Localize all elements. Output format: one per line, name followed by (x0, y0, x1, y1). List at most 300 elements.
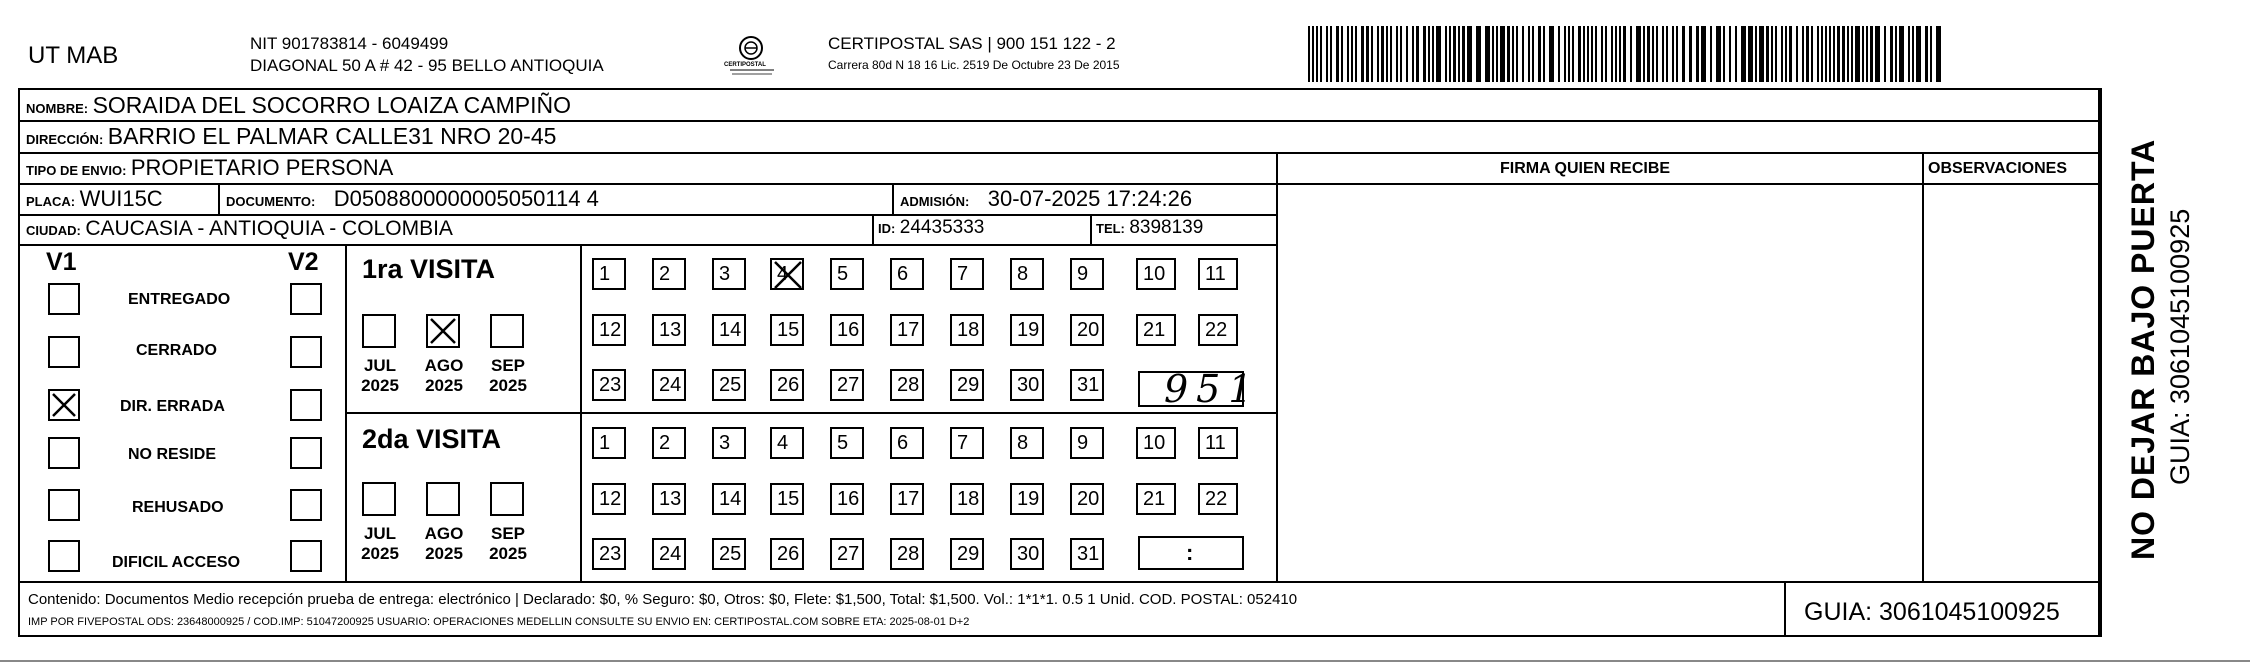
barcode-bar (1591, 26, 1593, 82)
company-address: DIAGONAL 50 A # 42 - 95 BELLO ANTIOQUIA (250, 56, 604, 75)
barcode-bar (1619, 26, 1621, 82)
second-visit-day-9[interactable] (1070, 427, 1104, 459)
first-visit-day-29[interactable] (950, 369, 984, 401)
first-visit-day-label: 12 (599, 319, 622, 341)
second-visit-day-18[interactable] (950, 483, 984, 515)
second-visit-day-label: 30 (1017, 543, 1040, 565)
barcode-bar (1895, 26, 1897, 82)
barcode-bar (1866, 26, 1868, 82)
ciudad-value: CAUCASIA - ANTIOQUIA - COLOMBIA (85, 217, 453, 240)
second-visit-day-label: 5 (837, 432, 849, 454)
v2-checkbox-dificil-acceso[interactable] (290, 540, 322, 572)
second-visit-month-sep[interactable] (490, 482, 524, 516)
second-visit-day-29[interactable] (950, 538, 984, 570)
second-visit-day-label: 6 (897, 432, 909, 454)
barcode-bar (1796, 26, 1798, 82)
barcode-bar (1741, 26, 1746, 82)
barcode (1308, 26, 1942, 82)
first-visit-day-label: 7 (957, 263, 969, 285)
status-label-rehusado: REHUSADO (132, 499, 224, 516)
first-visit-day-label: 2 (659, 263, 671, 285)
first-visit-day-14[interactable] (712, 314, 746, 346)
first-visit-day-label: 25 (719, 374, 742, 396)
barcode-bar (1729, 26, 1731, 82)
v1-checkbox-rehusado[interactable] (48, 489, 80, 521)
barcode-bar (1462, 26, 1465, 82)
barcode-bar (1766, 26, 1769, 82)
second-visit-day-label: 27 (837, 543, 860, 565)
second-visit-day-label: 4 (777, 432, 789, 454)
barcode-bar (1851, 26, 1853, 82)
barcode-bar (1636, 26, 1641, 82)
second-visit-day-label: 18 (957, 488, 980, 510)
barcode-bar (1445, 26, 1447, 82)
documento-value: D0508800000005050114 4 (333, 186, 599, 211)
second-visit-day-label: 22 (1205, 488, 1228, 510)
first-visit-day-2[interactable] (652, 258, 686, 290)
barcode-bar (1316, 26, 1318, 82)
barcode-bar (1449, 26, 1451, 82)
barcode-bar (1336, 26, 1339, 82)
second-visit-month-jul[interactable] (362, 482, 396, 516)
barcode-bar (1771, 26, 1773, 82)
barcode-bar (1458, 26, 1460, 82)
first-visit-day-12[interactable] (592, 314, 626, 346)
footer-contenido: Contenido: Documentos Medio recepción prueba de entrega: electrónico | Declarado: $0, % Seguro: $0, Otros: $0, Flete: $1,500, Total: $1,500. Vol.: 1*1*1. 0.5 1 Unid. COD. POSTAL: 052410 (28, 591, 1298, 608)
tel-label: TEL: (1096, 221, 1125, 236)
second-visit-day-label: 8 (1017, 432, 1029, 454)
barcode-bar (1423, 26, 1426, 82)
second-visit-day-label: 21 (1143, 488, 1166, 510)
first-visit-day-label: 13 (659, 319, 682, 341)
first-visit-day-label: 26 (777, 374, 800, 396)
second-visit-day-14[interactable] (712, 483, 746, 515)
first-visit-day-label: 16 (837, 319, 860, 341)
first-visit-day-15[interactable] (770, 314, 804, 346)
v1-checkbox-cerrado[interactable] (48, 336, 80, 368)
first-visit-day-1[interactable] (592, 258, 626, 290)
first-visit-day-8[interactable] (1010, 258, 1044, 290)
first-visit-day-label: 20 (1077, 319, 1100, 341)
barcode-bar (1666, 26, 1668, 82)
barcode-bar (1572, 26, 1574, 82)
barcode-bar (1522, 26, 1524, 82)
second-visit-day-26[interactable] (770, 538, 804, 570)
v1-checkbox-no-reside[interactable] (48, 437, 80, 469)
second-visit-day-label: 20 (1077, 488, 1100, 510)
barcode-bar (1412, 26, 1414, 82)
second-visit-day-2[interactable] (652, 427, 686, 459)
barcode-bar (1406, 26, 1408, 82)
first-visit-day-4[interactable] (770, 258, 804, 290)
first-visit-day-label: 15 (777, 319, 800, 341)
barcode-bar (1381, 26, 1384, 82)
second-visit-day-17[interactable] (890, 483, 924, 515)
first-visit-day-10[interactable] (1136, 258, 1176, 290)
barcode-bar (1583, 26, 1585, 82)
barcode-bar (1656, 26, 1658, 82)
barcode-bar (1811, 26, 1813, 82)
barcode-bar (1759, 26, 1764, 82)
barcode-bar (1512, 26, 1514, 82)
barcode-bar (1676, 26, 1678, 82)
first-visit-day-label: 23 (599, 374, 622, 396)
handwritten-x-mark (50, 391, 78, 419)
second-visit-day-label: 2 (659, 432, 671, 454)
second-visit-day-16[interactable] (830, 483, 864, 515)
second-visit-day-1[interactable] (592, 427, 626, 459)
barcode-bar (1428, 26, 1430, 82)
barcode-bar (1528, 26, 1530, 82)
direccion-field (26, 123, 556, 150)
barcode-bar (1847, 26, 1849, 82)
second-visit-month-label-ago: AGO 2025 (424, 524, 464, 563)
barcode-bar (1492, 26, 1494, 82)
second-visit-time-separator: : (1186, 540, 1194, 565)
second-visit-day-label: 1 (599, 432, 611, 454)
barcode-bar (1564, 26, 1566, 82)
barcode-bar (1507, 26, 1510, 82)
footer-imp: IMP POR FIVEPOSTAL ODS: 23648000925 / COD.IMP: 51047200925 USUARIO: OPERACIONES MEDELLIN CONSULTE SU ENVIO EN: CERTIPOSTAL.COM SOBRE ETA: 2025-08-01 D+2 (28, 616, 970, 628)
tipo-field (26, 155, 393, 181)
first-visit-month-sep[interactable] (490, 314, 524, 348)
barcode-bar (1643, 26, 1645, 82)
first-visit-month-label-ago: AGO 2025 (424, 356, 464, 395)
company-name: UT MAB (28, 42, 119, 69)
placa-field (26, 186, 163, 212)
first-visit-day-7[interactable] (950, 258, 984, 290)
second-visit-day-3[interactable] (712, 427, 746, 459)
first-visit-day-9[interactable] (1070, 258, 1104, 290)
second-visit-day-23[interactable] (592, 538, 626, 570)
second-visit-month-label-jul: JUL 2025 (361, 524, 399, 563)
first-visit-day-21[interactable] (1136, 314, 1176, 346)
barcode-bar (1936, 26, 1941, 82)
first-visit-day-label: 30 (1017, 374, 1040, 396)
v1-label: V1 (46, 248, 77, 276)
first-visit-day-27[interactable] (830, 369, 864, 401)
barcode-bar (1366, 26, 1369, 82)
direccion-value: BARRIO EL PALMAR CALLE31 NRO 20-45 (107, 123, 557, 149)
admision-value: 30-07-2025 17:24:26 (987, 186, 1193, 211)
first-visit-day-19[interactable] (1010, 314, 1044, 346)
v2-label: V2 (288, 248, 319, 276)
barcode-bar (1912, 26, 1914, 82)
barcode-bar (1930, 26, 1932, 82)
first-visit-day-26[interactable] (770, 369, 804, 401)
barcode-bar (1875, 26, 1880, 82)
carrier-name: CERTIPOSTAL SAS | 900 151 122 - 2 (828, 34, 1116, 53)
first-visit-day-3[interactable] (712, 258, 746, 290)
v1-checkbox-entregado[interactable] (48, 283, 80, 315)
second-visit-day-22[interactable] (1198, 483, 1238, 515)
barcode-bar (1781, 26, 1783, 82)
second-visit-day-30[interactable] (1010, 538, 1044, 570)
barcode-bar (1320, 26, 1322, 82)
barcode-bar (1516, 26, 1518, 82)
first-visit-day-23[interactable] (592, 369, 626, 401)
barcode-bar (1601, 26, 1603, 82)
barcode-bar (1377, 26, 1379, 82)
second-visit-day-10[interactable] (1136, 427, 1176, 459)
barcode-bar (1682, 26, 1685, 82)
first-visit-day-label: 24 (659, 374, 682, 396)
second-visit-month-label-sep: SEP 2025 (489, 524, 527, 563)
second-visit-day-20[interactable] (1070, 483, 1104, 515)
barcode-bar (1837, 26, 1840, 82)
barcode-bar (1825, 26, 1827, 82)
second-visit-day-7[interactable] (950, 427, 984, 459)
barcode-bar (1842, 26, 1845, 82)
placa-label: PLACA: (26, 194, 76, 209)
barcode-bar (1312, 26, 1314, 82)
v1-checkbox-dir-errada[interactable] (48, 389, 80, 421)
barcode-bar (1829, 26, 1831, 82)
first-visit-day-label: 19 (1017, 319, 1040, 341)
barcode-bar (1710, 26, 1712, 82)
second-visit-day-label: 13 (659, 488, 682, 510)
second-visit-day-11[interactable] (1198, 427, 1238, 459)
first-visit-day-17[interactable] (890, 314, 924, 346)
first-visit-day-label: 5 (837, 263, 849, 285)
barcode-bar (1351, 26, 1353, 82)
direccion-label: DIRECCIÓN: (26, 132, 104, 147)
nombre-label: NOMBRE: (26, 101, 89, 116)
tipo-value: PROPIETARIO PERSONA (130, 155, 394, 180)
barcode-bar (1500, 26, 1505, 82)
barcode-bar (1623, 26, 1626, 82)
first-visit-day-22[interactable] (1198, 314, 1238, 346)
barcode-bar (1543, 26, 1545, 82)
second-visit-day-label: 15 (777, 488, 800, 510)
tel-field (1096, 217, 1203, 239)
barcode-bar (1785, 26, 1787, 82)
barcode-bar (1308, 26, 1310, 82)
first-visit-month-ago[interactable] (426, 314, 460, 348)
barcode-bar (1436, 26, 1441, 82)
first-visit-day-label: 11 (1205, 263, 1226, 285)
status-label-entregado: ENTREGADO (128, 291, 231, 308)
second-visit-day-24[interactable] (652, 538, 686, 570)
barcode-bar (1361, 26, 1364, 82)
first-visit-day-24[interactable] (652, 369, 686, 401)
second-visit-day-label: 23 (599, 543, 622, 565)
barcode-bar (1496, 26, 1498, 82)
barcode-bar (1908, 26, 1910, 82)
barcode-bar (1400, 26, 1402, 82)
barcode-bar (1890, 26, 1893, 82)
placa-value: WUI15C (79, 186, 163, 211)
second-visit-day-25[interactable] (712, 538, 746, 570)
v1-checkbox-dificil-acceso[interactable] (48, 540, 80, 572)
barcode-bar (1755, 26, 1757, 82)
first-visit-day-30[interactable] (1010, 369, 1044, 401)
v2-checkbox-entregado[interactable] (290, 283, 322, 315)
first-visit-day-28[interactable] (890, 369, 924, 401)
barcode-bar (1647, 26, 1650, 82)
second-visit-time-box[interactable] (1138, 536, 1244, 570)
barcode-bar (1630, 26, 1632, 82)
barcode-bar (1789, 26, 1792, 82)
company-nit: NIT 901783814 - 6049499 (250, 34, 449, 53)
first-visit-day-label: 1 (599, 263, 611, 285)
second-visit-day-label: 16 (837, 488, 860, 510)
first-visit-day-label: 21 (1143, 319, 1166, 341)
barcode-bar (1587, 26, 1589, 82)
documento-label: DOCUMENTO: (226, 194, 316, 209)
barcode-bar (1355, 26, 1357, 82)
first-visit-time-box[interactable] (1138, 367, 1261, 411)
barcode-bar (1330, 26, 1332, 82)
second-visit-day-6[interactable] (890, 427, 924, 459)
second-visit-day-label: 7 (957, 432, 969, 454)
first-visit-day-label: 8 (1017, 263, 1029, 285)
second-visit-day-21[interactable] (1136, 483, 1176, 515)
v2-checkbox-rehusado[interactable] (290, 489, 322, 521)
v2-checkbox-no-reside[interactable] (290, 437, 322, 469)
second-visit-day-label: 31 (1077, 543, 1100, 565)
first-visit-day-label: 18 (957, 319, 980, 341)
status-label-cerrado: CERRADO (136, 342, 217, 359)
second-visit-day-label: 14 (719, 488, 742, 510)
second-visit-day-5[interactable] (830, 427, 864, 459)
barcode-bar (1476, 26, 1481, 82)
barcode-bar (1595, 26, 1597, 82)
barcode-bar (1341, 26, 1343, 82)
second-visit-day-label: 12 (599, 488, 622, 510)
barcode-bar (1672, 26, 1674, 82)
handwritten-x-mark (428, 316, 458, 346)
barcode-bar (1806, 26, 1809, 82)
barcode-bar (1862, 26, 1864, 82)
id-label: ID: (878, 221, 896, 236)
second-visit-day-31[interactable] (1070, 538, 1104, 570)
barcode-bar (1538, 26, 1541, 82)
barcode-bar (1568, 26, 1570, 82)
first-visit-day-label: 22 (1205, 319, 1228, 341)
first-visit-day-label: 29 (957, 374, 980, 396)
vertical-warning: NO DEJAR BAJO PUERTA (2125, 138, 2161, 560)
first-visit-day-label: 4 (777, 263, 789, 285)
certipostal-logo (728, 34, 778, 84)
vertical-guia: GUIA: 3061045100925 (2165, 208, 2195, 485)
documento-field (226, 186, 599, 212)
barcode-bar (1662, 26, 1664, 82)
first-visit-day-25[interactable] (712, 369, 746, 401)
handwritten-x-mark (772, 260, 804, 290)
barcode-bar (1549, 26, 1554, 82)
first-visit-day-6[interactable] (890, 258, 924, 290)
status-label-no-reside: NO RESIDE (128, 446, 217, 463)
barcode-bar (1347, 26, 1349, 82)
v2-checkbox-dir-errada[interactable] (290, 389, 322, 421)
first-visit-day-label: 31 (1077, 374, 1100, 396)
v2-checkbox-cerrado[interactable] (290, 336, 322, 368)
tipo-label: TIPO DE ENVIO: (26, 163, 127, 178)
barcode-bar (1735, 26, 1737, 82)
barcode-bar (1884, 26, 1886, 82)
first-visit-day-31[interactable] (1070, 369, 1104, 401)
first-visit-day-label: 17 (897, 319, 920, 341)
observaciones-label: OBSERVACIONES (1928, 160, 2067, 177)
second-visit-day-4[interactable] (770, 427, 804, 459)
first-visit-day-label: 28 (897, 374, 920, 396)
second-visit-day-8[interactable] (1010, 427, 1044, 459)
barcode-bar (1696, 26, 1699, 82)
second-visit-day-label: 28 (897, 543, 920, 565)
barcode-bar (1371, 26, 1373, 82)
barcode-bar (1390, 26, 1392, 82)
barcode-bar (1802, 26, 1804, 82)
ciudad-label: CIUDAD: (26, 223, 81, 238)
first-visit-day-label: 10 (1143, 263, 1166, 285)
barcode-bar (1453, 26, 1456, 82)
second-visit-day-27[interactable] (830, 538, 864, 570)
barcode-bar (1855, 26, 1860, 82)
second-visit-day-15[interactable] (770, 483, 804, 515)
first-visit-day-18[interactable] (950, 314, 984, 346)
first-visit-day-label: 6 (897, 263, 909, 285)
first-visit-title: 1ra VISITA (362, 254, 496, 284)
second-visit-day-28[interactable] (890, 538, 924, 570)
second-visit-day-label: 17 (897, 488, 920, 510)
second-visit-day-12[interactable] (592, 483, 626, 515)
barcode-bar (1467, 26, 1472, 82)
firma-label: FIRMA QUIEN RECIBE (1500, 160, 1671, 177)
first-visit-day-11[interactable] (1198, 258, 1238, 290)
barcode-bar (1558, 26, 1560, 82)
second-visit-day-label: 9 (1077, 432, 1089, 454)
second-visit-day-13[interactable] (652, 483, 686, 515)
barcode-bar (1485, 26, 1490, 82)
status-label-dificil-acceso: DIFICIL ACCESO (112, 554, 241, 571)
first-visit-day-label: 3 (719, 263, 731, 285)
barcode-bar (1432, 26, 1434, 82)
first-visit-day-5[interactable] (830, 258, 864, 290)
admision-field (900, 186, 1192, 212)
barcode-bar (1396, 26, 1398, 82)
barcode-bar (1821, 26, 1823, 82)
second-visit-day-19[interactable] (1010, 483, 1044, 515)
footer-guia: GUIA: 3061045100925 (1804, 598, 2060, 626)
barcode-bar (1416, 26, 1419, 82)
barcode-bar (1775, 26, 1777, 82)
nombre-field (26, 92, 571, 119)
barcode-bar (1817, 26, 1819, 82)
carrier-license: Carrera 80d N 18 16 Lic. 2519 De Octubre 23 De 2015 (828, 58, 1120, 72)
first-visit-day-20[interactable] (1070, 314, 1104, 346)
second-visit-month-ago[interactable] (426, 482, 460, 516)
second-visit-day-label: 29 (957, 543, 980, 565)
first-visit-day-13[interactable] (652, 314, 686, 346)
barcode-bar (1748, 26, 1753, 82)
second-visit-day-label: 26 (777, 543, 800, 565)
barcode-bar (1652, 26, 1654, 82)
barcode-bar (1716, 26, 1721, 82)
second-visit-day-label: 10 (1143, 432, 1166, 454)
first-visit-day-label: 9 (1077, 263, 1089, 285)
second-visit-day-label: 25 (719, 543, 742, 565)
first-visit-day-16[interactable] (830, 314, 864, 346)
barcode-bar (1611, 26, 1613, 82)
second-visit-day-label: 19 (1017, 488, 1040, 510)
first-visit-month-jul[interactable] (362, 314, 396, 348)
barcode-bar (1386, 26, 1388, 82)
barcode-bar (1723, 26, 1725, 82)
status-label-dir-errada: DIR. ERRADA (120, 398, 225, 415)
ciudad-field (26, 217, 453, 241)
barcode-bar (1689, 26, 1692, 82)
